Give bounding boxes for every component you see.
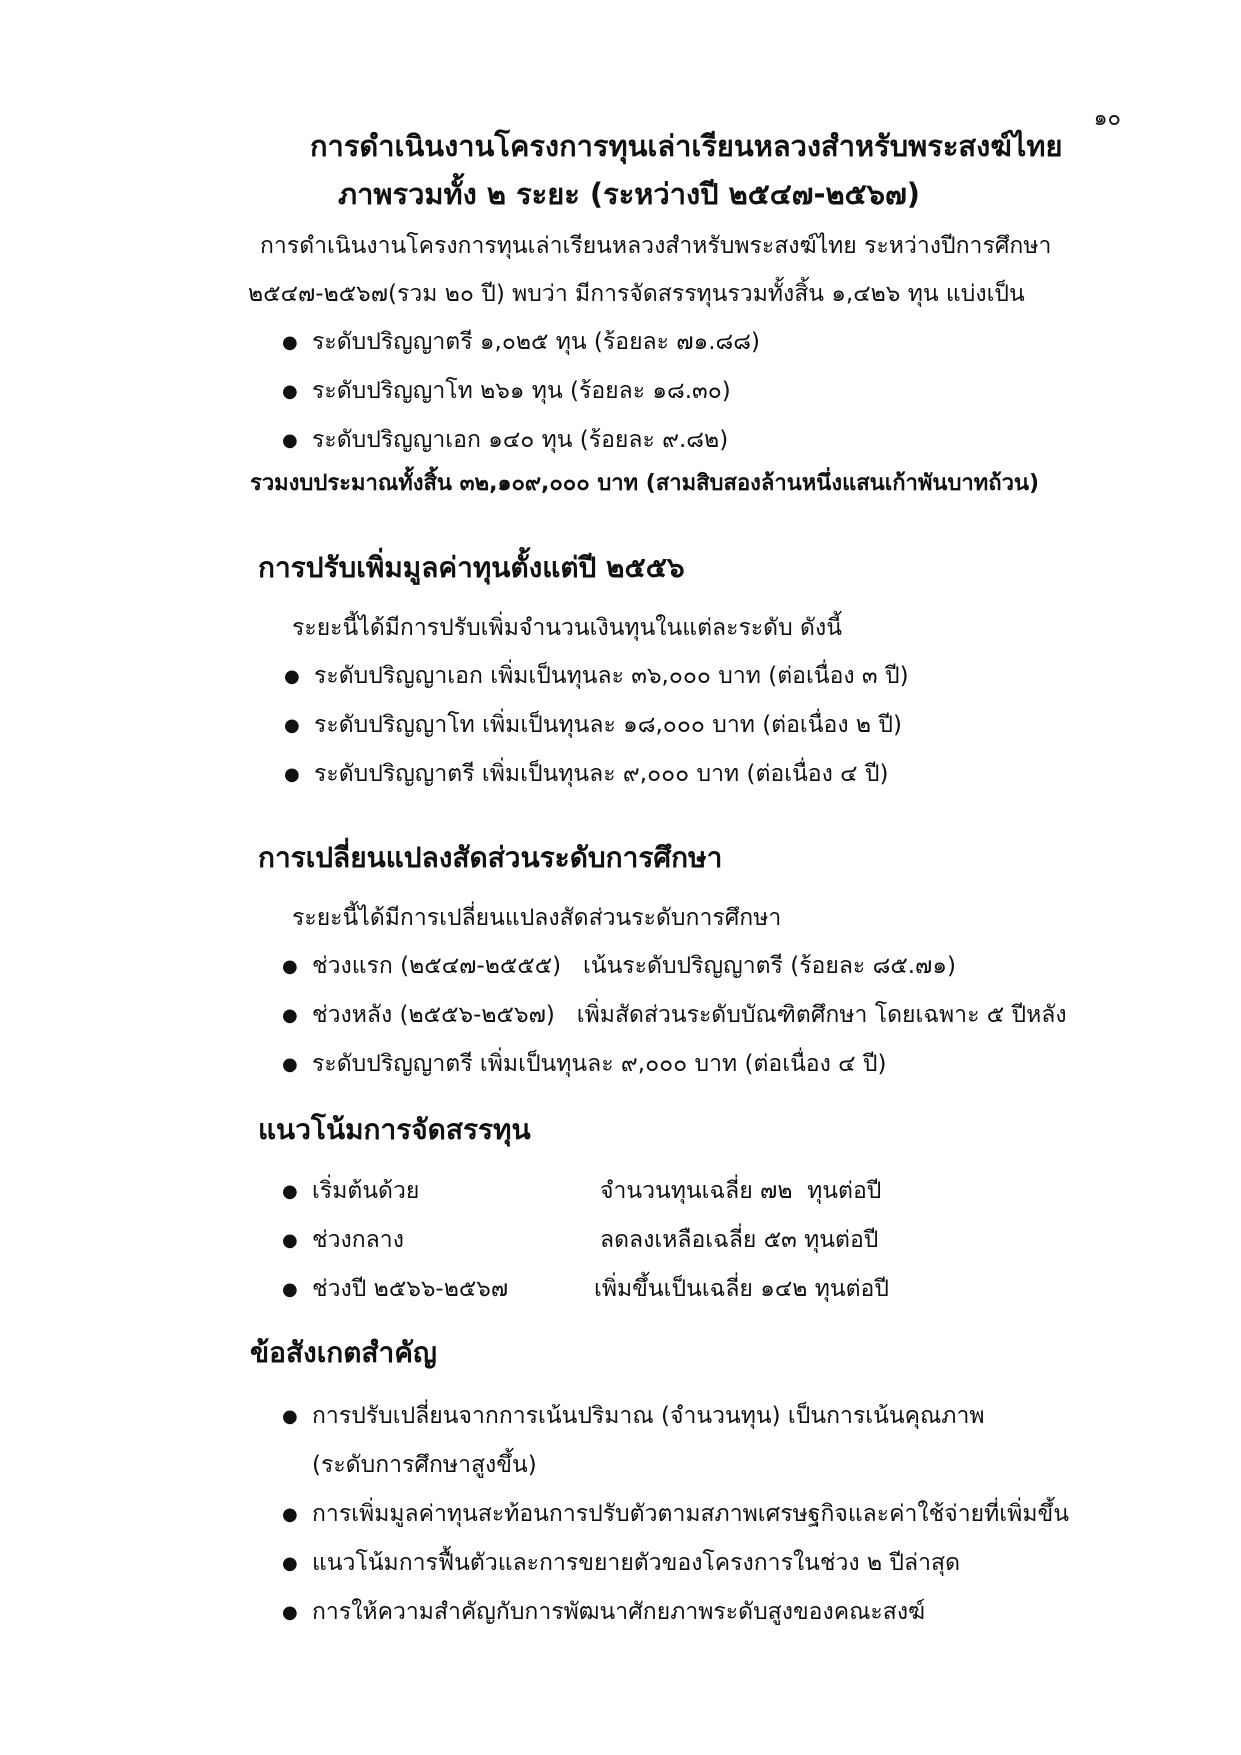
notes-list <box>282 1392 1069 1637</box>
heading-increase: การปรับเพิ่มมูลค่าทุนตั้งแต่ปี ๒๕๕๖ <box>258 551 685 584</box>
heading-notes: ข้อสังเกตสำคัญ <box>250 1336 437 1369</box>
increase-list <box>284 652 909 799</box>
list-item: ● ระดับปริญญาโท เพิ่มเป็นทุนละ ๑๘,๐๐๐ บาท (ต่อเนื่อง ๒ ปี) <box>284 701 909 750</box>
heading-trend: แนวโน้มการจัดสรรทุน <box>258 1113 531 1146</box>
trend-label: เริ่มต้นด้วย <box>312 1178 420 1204</box>
trend-value: เพิ่มขึ้นเป็นเฉลี่ย ๑๔๒ ทุนต่อปี <box>594 1276 889 1302</box>
note-line-1: การปรับเปลี่ยนจากการเน้นปริมาณ (จำนวนทุน) เป็นการเน้นคุณภาพ <box>312 1403 985 1429</box>
title-line-2: ภาพรวมทั้ง ๒ ระยะ (ระหว่างปี ๒๕๔๗-๒๕๖๗) <box>338 177 921 211</box>
trend-label: ช่วงกลาง <box>312 1227 404 1253</box>
heading-change: การเปลี่ยนแปลงสัดส่วนระดับการศึกษา <box>258 841 723 874</box>
intro-line-1: การดำเนินงานโครงการทุนเล่าเรียนหลวงสำหรับพระสงฆ์ไทย ระหว่างปีการศึกษา <box>260 233 1052 259</box>
list-item: ● ระดับปริญญาเอก ๑๔๐ ทุน (ร้อยละ ๙.๘๒) <box>282 416 760 465</box>
list-item: ● ระดับปริญญาโท ๒๖๑ ทุน (ร้อยละ ๑๘.๓๐) <box>282 367 760 416</box>
trend-list <box>282 1167 889 1314</box>
list-item: ● การให้ความสำคัญกับการพัฒนาศักยภาพระดับสูงของคณะสงฆ์ <box>282 1588 1069 1637</box>
list-item: ● ระดับปริญญาตรี ๑,๐๒๕ ทุน (ร้อยละ ๗๑.๘๘) <box>282 318 760 367</box>
intro-paragraph <box>250 222 1080 318</box>
list-item: ● ระดับปริญญาตรี เพิ่มเป็นทุนละ ๙,๐๐๐ บาท (ต่อเนื่อง ๔ ปี) <box>284 750 909 799</box>
change-lead: ระยะนี้ได้มีการเปลี่ยนแปลงสัดส่วนระดับการศึกษา <box>292 905 782 931</box>
intro-line-2: ๒๕๔๗-๒๕๖๗(รวม ๒๐ ปี) พบว่า มีการจัดสรรทุนรวมทั้งสิ้น ๑,๔๒๖ ทุน แบ่งเป็น <box>248 281 1025 307</box>
total-budget: รวมงบประมาณทั้งสิ้น ๓๒,๑๐๙,๐๐๐ บาท (สามสิบสองล้านหนึ่งแสนเก้าพันบาทถ้วน) <box>250 471 1040 496</box>
trend-value: ลดลงเหลือเฉลี่ย ๕๓ ทุนต่อปี <box>600 1227 879 1253</box>
list-item: ● ช่วงหลัง (๒๕๕๖-๒๕๖๗) เพิ่มสัดส่วนระดับบัณฑิตศึกษา โดยเฉพาะ ๕ ปีหลัง <box>282 991 1067 1040</box>
list-item <box>282 1216 889 1265</box>
list-item: ● การเพิ่มมูลค่าทุนสะท้อนการปรับตัวตามสภาพเศรษฐกิจและค่าใช้จ่ายที่เพิ่มขึ้น <box>282 1490 1069 1539</box>
page-number: ๑๐ <box>1093 106 1121 131</box>
list-item: ● ระดับปริญญาเอก เพิ่มเป็นทุนละ ๓๖,๐๐๐ บาท (ต่อเนื่อง ๓ ปี) <box>284 652 909 701</box>
list-item <box>282 1392 1069 1490</box>
note-line-2: (ระดับการศึกษาสูงขึ้น) <box>312 1452 537 1478</box>
trend-value: จำนวนทุนเฉลี่ย ๗๒ ทุนต่อปี <box>600 1178 882 1204</box>
list-item <box>282 1265 889 1314</box>
list-item: ● แนวโน้มการฟื้นตัวและการขยายตัวของโครงการในช่วง ๒ ปีล่าสุด <box>282 1539 1069 1588</box>
list-item <box>282 1167 889 1216</box>
trend-label: ช่วงปี ๒๕๖๖-๒๕๖๗ <box>312 1276 509 1302</box>
increase-lead: ระยะนี้ได้มีการปรับเพิ่มจำนวนเงินทุนในแต่ละระดับ ดังนี้ <box>292 615 842 641</box>
list-item: ● ช่วงแรก (๒๕๔๗-๒๕๕๕) เน้นระดับปริญญาตรี (ร้อยละ ๘๕.๗๑) <box>282 942 1067 991</box>
document-title <box>310 122 1062 218</box>
change-list <box>282 942 1067 1089</box>
list-item: ● ระดับปริญญาตรี เพิ่มเป็นทุนละ ๙,๐๐๐ บาท (ต่อเนื่อง ๔ ปี) <box>282 1040 1067 1089</box>
title-line-1: การดำเนินงานโครงการทุนเล่าเรียนหลวงสำหรับพระสงฆ์ไทย <box>310 129 1063 163</box>
allocation-list <box>282 318 760 465</box>
